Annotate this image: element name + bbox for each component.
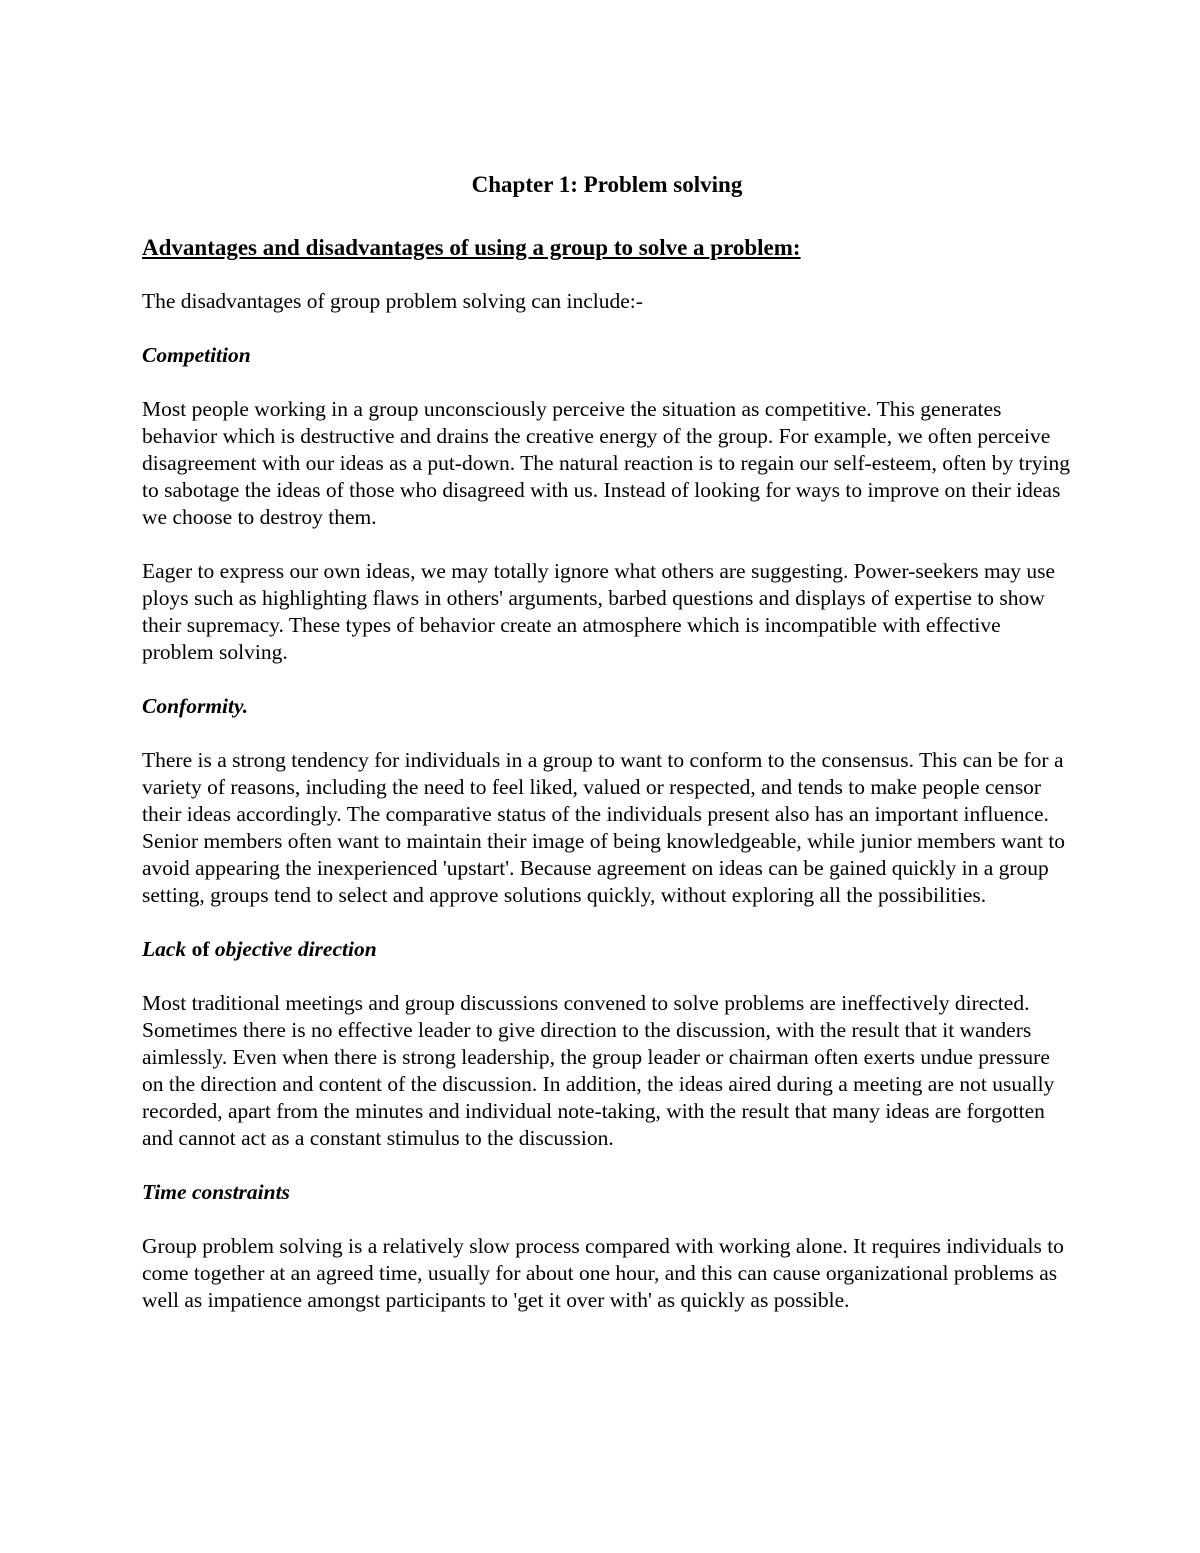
subheading-objective-direction-words: objective direction (214, 937, 377, 961)
subheading-competition: Competition (142, 343, 251, 367)
section-heading: Advantages and disadvantages of using a group to solve a problem: (142, 235, 801, 260)
document-body (142, 168, 1072, 1341)
chapter-title: Chapter 1: Problem solving (471, 172, 743, 197)
subheading-of-word: of (186, 937, 215, 961)
subheading-lack-of-objective-direction (142, 936, 1072, 963)
conformity-paragraph: There is a strong tendency for individuals in a group to want to conform to the consensus. This can be for a variety of reasons, including the need to feel liked, valued or respected, and tends to make people censor their ideas accordingly. The comparative status of the individuals present also has an important influence. Senior members often want to maintain their image of being knowledgeable, while junior members want to avoid appearing the inexperienced 'upstart'. Because agreement on ideas can be gained quickly in a group setting, groups tend to select and approve solutions quickly, without exploring all the possibilities. (142, 748, 1066, 907)
subheading-time-constraints: Time constraints (142, 1180, 290, 1204)
time-constraints-paragraph: Group problem solving is a relatively slow process compared with working alone. It requires individuals to come together at an agreed time, usually for about one hour, and this can cause organizational problems as well as impatience amongst participants to 'get it over with' as quickly as possible. (142, 1234, 1064, 1312)
objective-direction-paragraph: Most traditional meetings and group discussions convened to solve problems are ineffectively directed. Sometimes there is no effective leader to give direction to the discussion, with the result that it wanders aimlessly. Even when there is strong leadership, the group leader or chairman often exerts undue pressure on the direction and content of the discussion. In addition, the ideas aired during a meeting are not usually recorded, apart from the minutes and individual note-taking, with the result that many ideas are forgotten and cannot act as a constant stimulus to the discussion. (142, 991, 1055, 1150)
subheading-conformity: Conformity. (142, 694, 249, 718)
intro-paragraph: The disadvantages of group problem solving can include:- (142, 289, 643, 313)
competition-paragraph-1: Most people working in a group unconsciously perceive the situation as competitive. This generates behavior which is destructive and drains the creative energy of the group. For example, we often perceive disagreement with our ideas as a put-down. The natural reaction is to regain our self-esteem, often by trying to sabotage the ideas of those who disagreed with us. Instead of looking for ways to improve on their ideas we choose to destroy them. (142, 397, 1070, 529)
competition-paragraph-2: Eager to express our own ideas, we may totally ignore what others are suggesting. Power-seekers may use ploys such as highlighting flaws in others' arguments, barbed questions and displays of expertise to show their supremacy. These types of behavior create an atmosphere which is incompatible with effective problem solving. (142, 559, 1056, 664)
subheading-lack-word: Lack (142, 937, 187, 961)
